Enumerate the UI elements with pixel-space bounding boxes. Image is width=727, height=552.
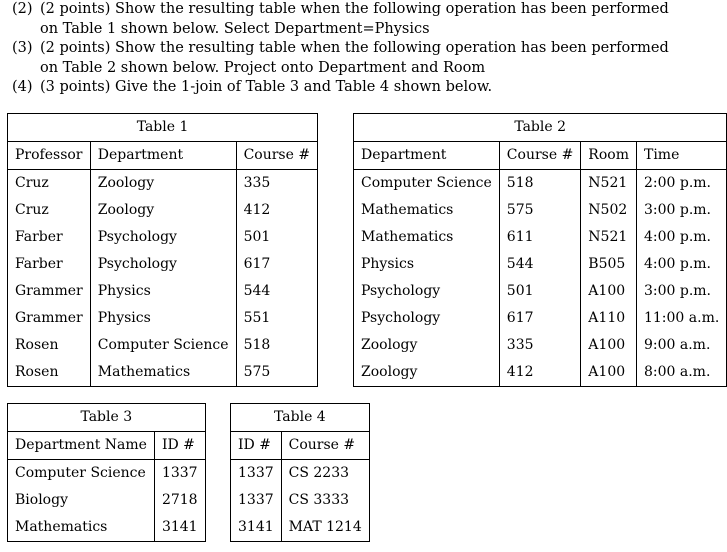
column-header: Department: [90, 142, 236, 170]
table-cell: 611: [499, 224, 581, 251]
table-4: [230, 403, 370, 542]
table-cell: 518: [236, 332, 318, 359]
table-cell: 501: [236, 224, 318, 251]
table-row: [354, 224, 727, 251]
table-cell: 9:00 a.m.: [636, 332, 726, 359]
table-cell: Zoology: [361, 337, 418, 353]
table-cell: Cruz: [15, 202, 49, 218]
table-cell: Computer Science: [90, 332, 236, 359]
table-cell: A100: [581, 359, 637, 387]
column-header: Course #: [236, 142, 318, 170]
table-cell: Physics: [90, 305, 236, 332]
table-cell: Farber: [15, 229, 63, 245]
table-cell: 544: [236, 278, 318, 305]
question-text: (2 points) Show the resulting table when the following operation has been performed: [40, 1, 669, 17]
table-row: [8, 514, 206, 542]
table-cell: 3141: [154, 514, 205, 542]
table-cell: 335: [499, 332, 581, 359]
table-cell: 8:00 a.m.: [636, 359, 726, 387]
question-number: (3): [12, 40, 33, 56]
table-cell: N502: [581, 197, 637, 224]
table-row: [354, 332, 727, 359]
table-row: [8, 332, 318, 359]
column-header: ID #: [154, 432, 205, 460]
table-caption: Table 1: [8, 114, 318, 142]
table-cell: 1337: [238, 492, 274, 508]
table-row: [8, 359, 318, 387]
question-text-continued: on Table 2 shown below. Project onto Department and Room: [40, 59, 486, 76]
table-cell: 4:00 p.m.: [636, 251, 726, 278]
table-caption: Table 4: [231, 404, 370, 432]
table-cell: 335: [236, 170, 318, 198]
table-cell: 11:00 a.m.: [636, 305, 726, 332]
table-cell: Mathematics: [90, 359, 236, 387]
question-3: [12, 39, 669, 78]
table-cell: 617: [499, 305, 581, 332]
table-cell: 617: [236, 251, 318, 278]
question-number: (4): [12, 79, 33, 95]
table-row: [8, 460, 206, 488]
table-cell: 1337: [238, 465, 274, 481]
table-3: [7, 403, 206, 542]
table-row: [231, 460, 370, 488]
table-header-row: [8, 432, 206, 460]
column-header: Time: [636, 142, 726, 170]
question-number: (2): [12, 1, 33, 17]
table-row: [8, 487, 206, 514]
table-cell: 2:00 p.m.: [636, 170, 726, 198]
table-cell: Zoology: [361, 364, 418, 380]
table-cell: Psychology: [361, 310, 441, 326]
table-cell: Zoology: [90, 170, 236, 198]
table-cell: Physics: [361, 256, 415, 272]
table-row: [354, 305, 727, 332]
table-cell: 575: [236, 359, 318, 387]
table-cell: A110: [581, 305, 637, 332]
column-header: Room: [581, 142, 637, 170]
table-cell: CS 3333: [281, 487, 369, 514]
table-row: [354, 170, 727, 198]
table-header-row: [231, 432, 370, 460]
table-cell: 3141: [238, 519, 274, 535]
table-cell: Rosen: [15, 364, 59, 380]
table-cell: Psychology: [90, 251, 236, 278]
column-header: Course #: [281, 432, 369, 460]
table-cell: Farber: [15, 256, 63, 272]
table-row: [354, 278, 727, 305]
column-header: Department: [354, 142, 500, 170]
table-cell: A100: [581, 332, 637, 359]
table-cell: N521: [581, 224, 637, 251]
table-row: [231, 487, 370, 514]
table-cell: 412: [499, 359, 581, 387]
table-cell: Cruz: [15, 175, 49, 191]
question-text: (2 points) Show the resulting table when the following operation has been performed: [40, 40, 669, 56]
table-cell: Grammer: [15, 283, 83, 299]
table-cell: Physics: [90, 278, 236, 305]
table-cell: 501: [499, 278, 581, 305]
table-cell: Zoology: [90, 197, 236, 224]
table-cell: A100: [581, 278, 637, 305]
table-cell: Computer Science: [15, 465, 146, 481]
table-cell: Psychology: [361, 283, 441, 299]
table-cell: 518: [499, 170, 581, 198]
table-row: [8, 305, 318, 332]
table-cell: Grammer: [15, 310, 83, 326]
column-header: ID #: [231, 432, 282, 460]
table-row: [354, 197, 727, 224]
table-cell: 3:00 p.m.: [636, 278, 726, 305]
table-cell: 412: [236, 197, 318, 224]
table-row: [8, 197, 318, 224]
table-1: [7, 113, 318, 387]
table-2: [353, 113, 727, 387]
table-cell: B505: [581, 251, 637, 278]
table-cell: 575: [499, 197, 581, 224]
table-row: [8, 251, 318, 278]
question-4: [12, 78, 492, 98]
table-row: [354, 251, 727, 278]
table-caption: Table 3: [8, 404, 206, 432]
column-header: Course #: [499, 142, 581, 170]
table-cell: Computer Science: [361, 175, 492, 191]
table-header-row: [8, 142, 318, 170]
table-cell: Psychology: [90, 224, 236, 251]
table-row: [8, 278, 318, 305]
table-cell: N521: [581, 170, 637, 198]
table-cell: 1337: [154, 460, 205, 488]
table-cell: 2718: [154, 487, 205, 514]
column-header: Department Name: [8, 432, 155, 460]
table-cell: 544: [499, 251, 581, 278]
table-cell: Mathematics: [361, 202, 454, 218]
table-header-row: [354, 142, 727, 170]
table-cell: Biology: [15, 492, 68, 508]
table-cell: 3:00 p.m.: [636, 197, 726, 224]
table-row: [354, 359, 727, 387]
table-row: [231, 514, 370, 542]
table-cell: 551: [236, 305, 318, 332]
question-text-continued: on Table 1 shown below. Select Department=Physics: [40, 20, 430, 37]
table-cell: Rosen: [15, 337, 59, 353]
question-2: [12, 0, 669, 39]
question-text: (3 points) Give the 1-join of Table 3 and Table 4 shown below.: [40, 79, 493, 95]
table-cell: Mathematics: [361, 229, 454, 245]
table-cell: CS 2233: [281, 460, 369, 488]
table-row: [8, 170, 318, 198]
table-cell: Mathematics: [15, 519, 108, 535]
table-cell: 4:00 p.m.: [636, 224, 726, 251]
table-row: [8, 224, 318, 251]
column-header: Professor: [8, 142, 91, 170]
table-cell: MAT 1214: [281, 514, 369, 542]
table-caption: Table 2: [354, 114, 727, 142]
